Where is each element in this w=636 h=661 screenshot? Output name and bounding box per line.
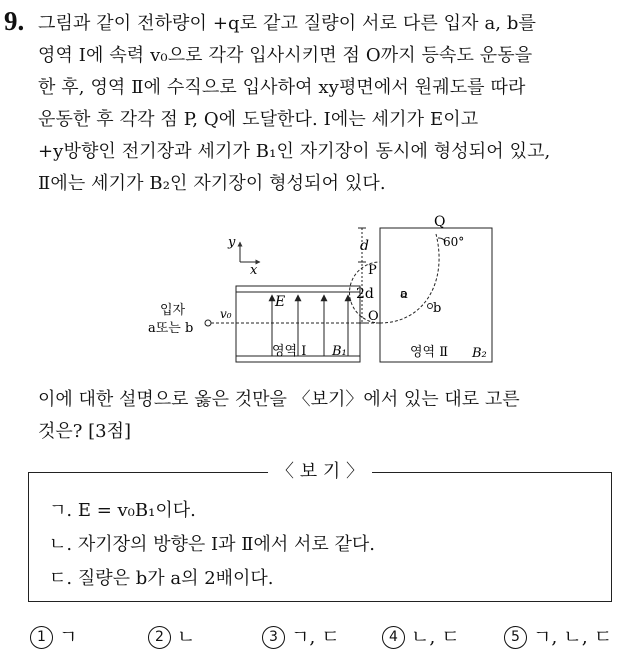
ask-line: 이에 대한 설명으로 옳은 것만을 〈보기〉에서 있는 대로 고른 [38, 389, 520, 410]
point-p-label: P [368, 263, 377, 278]
question-line: Ⅱ에는 세기가 B₂인 자기장이 형성되어 있다. [38, 173, 386, 194]
bogi-item: ㄷ. 질량은 b가 a의 2배이다. [49, 568, 274, 589]
point-q-label: Q [434, 214, 446, 230]
question-line: 한 후, 영역 Ⅱ에 수직으로 입사하여 xy평면에서 원궤도를 따라 [38, 77, 526, 98]
angle-label: 60° [443, 235, 465, 249]
question-line: 영역 Ⅰ에 속력 v₀으로 각각 입사시키면 점 O까지 등속도 운동을 [38, 45, 533, 66]
particle-entry [148, 302, 380, 336]
choice-text: ㄴ [177, 626, 196, 648]
choice-text: ㄴ, ㄷ [411, 626, 460, 648]
region-2-label: 영역 Ⅱ [410, 345, 449, 360]
axis-indicator [227, 235, 260, 278]
region-1-label: 영역 Ⅰ [272, 344, 307, 359]
question-text [38, 8, 628, 200]
ask-text [38, 384, 630, 448]
choice-5[interactable] [504, 622, 612, 649]
point-o-label: O [368, 309, 379, 324]
question-line: 운동한 후 각각 점 P, Q에 도달한다. Ⅰ에는 세기가 E이고 [38, 109, 479, 130]
bogi-item: ㄱ. E = v₀B₁이다. [49, 500, 196, 521]
particle-label-ab: a또는 b [148, 321, 194, 336]
choice-3[interactable] [262, 622, 340, 649]
label-b: b [433, 301, 442, 316]
region-1 [236, 286, 360, 362]
region-2-b-label: B₂ [472, 346, 487, 361]
axis-y-label: y [228, 235, 236, 250]
answer-choices [30, 622, 630, 648]
choice-text: ㄱ, ㄷ [291, 626, 340, 648]
ask-line: 것은? [3점] [38, 421, 132, 442]
choice-2[interactable] [148, 622, 195, 649]
axis-x-label: x [250, 263, 258, 278]
question-number: 9. [4, 6, 25, 36]
choice-1[interactable] [30, 622, 77, 649]
particle-label: 입자 [160, 303, 186, 318]
question-line: 그림과 같이 전하량이 +q로 같고 질량이 서로 다른 입자 a, b를 [38, 13, 537, 34]
region-2 [350, 214, 493, 362]
physics-diagram [148, 210, 498, 370]
choice-4[interactable] [382, 622, 460, 649]
dist-d-label: d [360, 238, 369, 254]
field-e-label: E [275, 294, 286, 310]
choice-number: 4 [382, 626, 405, 649]
bogi-box [28, 461, 612, 602]
dist-2d-label: 2d [356, 286, 374, 302]
choice-number: 2 [148, 626, 171, 649]
question-line: +y방향인 전기장과 세기가 B₁인 자기장이 동시에 형성되어 있고, [38, 141, 551, 162]
bogi-item: ㄴ. 자기장의 방향은 Ⅰ과 Ⅱ에서 서로 같다. [49, 534, 375, 555]
choice-number: 3 [262, 626, 285, 649]
region-1-b-label: B₁ [332, 344, 347, 359]
velocity-label: v₀ [220, 307, 232, 321]
choice-text: ㄱ, ㄴ, ㄷ [533, 626, 613, 648]
bogi-title: 〈 보 기 〉 [268, 460, 372, 484]
choice-number: 1 [30, 626, 53, 649]
choice-number: 5 [504, 626, 527, 649]
label-a: a [400, 287, 408, 302]
choice-text: ㄱ [59, 626, 78, 648]
